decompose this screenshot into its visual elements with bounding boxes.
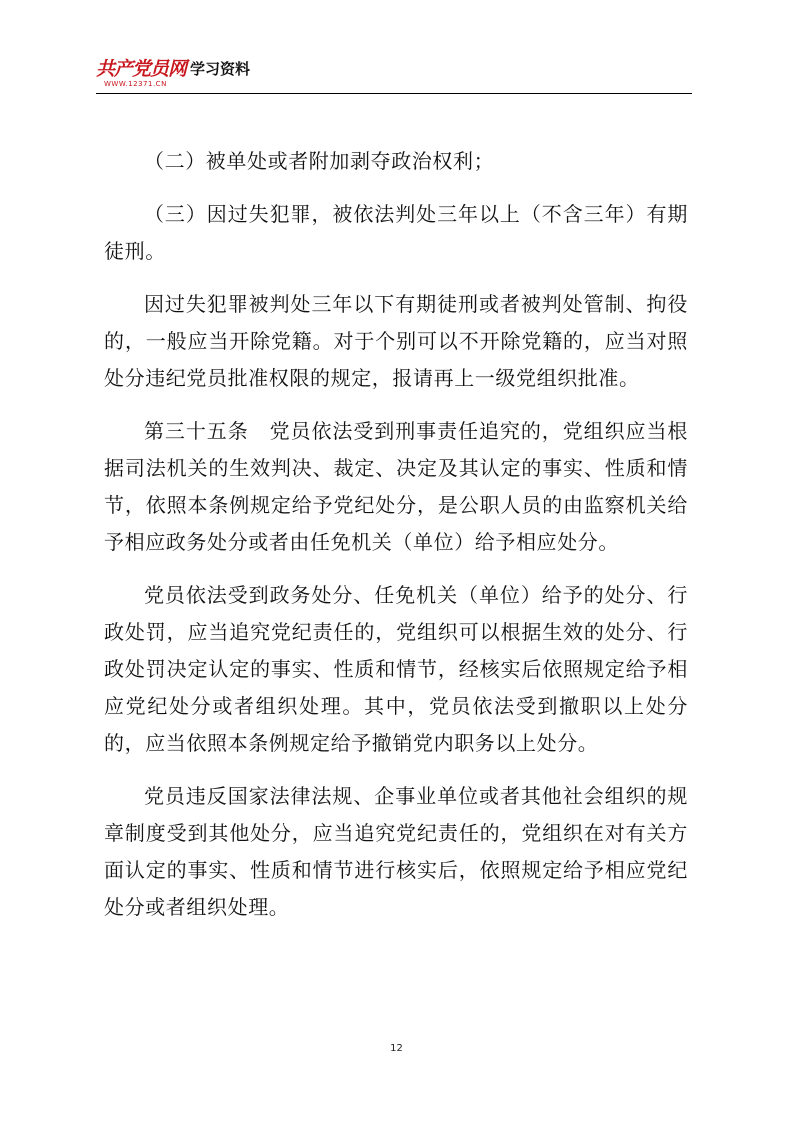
- logo-url-text: WWW.12371.CN: [104, 80, 167, 88]
- paragraph-administrative-sanction: 党员依法受到政务处分、任免机关（单位）给予的处分、行政处罚，应当追究党纪责任的，党组织可以根据生效的处分、行政处罚决定认定的事实、性质和情节，经核实后依照规定给予相应党纪处分或者组织处理。其中，党员依法受到撤职以上处分的，应当依照本条例规定给予撤销党内职务以上处分。: [104, 583, 688, 755]
- page-number: 12: [390, 1043, 403, 1054]
- document-body: [104, 143, 688, 926]
- paragraph-article-35: 第三十五条 党员依法受到刑事责任追究的，党组织应当根据司法机关的生效判决、裁定、决定及其认定的事实、性质和情节，依照本条例规定给予党纪处分，是公职人员的由监察机关给予相应政务处分或者由任免机关（单位）给予相应处分。: [104, 419, 688, 554]
- paragraph-negligent-crime: 因过失犯罪被判处三年以下有期徒刑或者被判处管制、拘役的，一般应当开除党籍。对于个别可以不开除党籍的，应当对照处分违纪党员批准权限的规定，报请再上一级党组织批准。: [104, 292, 688, 390]
- logo-script-text: 共产党员网: [96, 58, 187, 80]
- paragraph-other-sanction: 党员违反国家法律法规、企事业单位或者其他社会组织的规章制度受到其他处分，应当追究党纪责任的，党组织在对有关方面认定的事实、性质和情节进行核实后，依照规定给予相应党纪处分或者组织处理。: [104, 784, 688, 919]
- header-title: 学习资料: [190, 60, 251, 78]
- site-logo[interactable]: [96, 54, 188, 94]
- paragraph-item-2: （二）被单处或者附加剥夺政治权利；: [144, 149, 495, 173]
- header-divider: [96, 93, 692, 94]
- paragraph-item-3: （三）因过失犯罪，被依法判处三年以上（不含三年）有期徒刑。: [104, 202, 688, 263]
- page-header: [96, 50, 692, 96]
